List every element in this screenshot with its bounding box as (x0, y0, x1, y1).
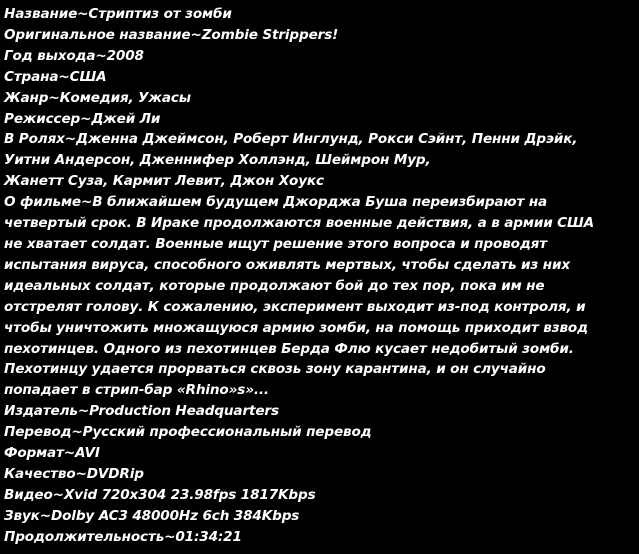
synopsis-line: пехотинцев. Одного из пехотинцев Берда Флю кусает недобитый зомби. (4, 340, 574, 357)
synopsis-line: попадает в стрип-бар «Rhino»s»... (4, 382, 269, 399)
cast-line: Уитни Андерсон, Дженнифер Холлэнд, Шеймрон Мур, (4, 152, 431, 169)
synopsis-line: чтобы уничтожить множащуюся армию зомби, на помощь приходит взвод (4, 319, 588, 336)
synopsis-line: О фильме~В ближайшем будущем Джорджа Буша переизбирают на (4, 194, 548, 211)
release-year-line: Год выхода~2008 (4, 47, 144, 64)
publisher-line: Издатель~Production Headquarters (4, 403, 279, 420)
synopsis-line: идеальных солдат, которые продолжают бой до тех пор, пока им не (4, 277, 545, 294)
movie-info-text (4, 4, 636, 548)
duration-line: Продолжительность~01:34:21 (4, 528, 242, 545)
synopsis-line: испытания вируса, способного оживлять мертвых, чтобы сделать из них (4, 256, 570, 273)
synopsis-line: отстрелят голову. К сожалению, эксперимент выходит из-под контроля, и (4, 298, 586, 315)
video-line: Видео~Xvid 720x304 23.98fps 1817Kbps (4, 486, 316, 503)
cast-line: Жанетт Суза, Кармит Левит, Джон Хоукс (4, 173, 324, 190)
country-line: Страна~США (4, 68, 107, 85)
audio-line: Звук~Dolby AC3 48000Hz 6ch 384Kbps (4, 507, 300, 524)
synopsis-line: не хватает солдат. Военные ищут решение этого вопроса и проводят (4, 235, 547, 252)
synopsis-line: Пехотинцу удается прорваться сквозь зону карантина, и он случайно (4, 361, 546, 378)
director-line: Режиссер~Джей Ли (4, 110, 161, 127)
original-title-line: Оригинальное название~Zombie Strippers! (4, 26, 339, 43)
title-line: Название~Стриптиз от зомби (4, 6, 232, 22)
genre-line: Жанр~Комедия, Ужасы (4, 89, 191, 106)
cast-line: В Ролях~Дженна Джеймсон, Роберт Инглунд, Рокси Сэйнт, Пенни Дрэйк, (4, 131, 578, 148)
synopsis-line: четвертый срок. В Ираке продолжаются военные действия, а в армии США (4, 215, 594, 232)
quality-line: Качество~DVDRip (4, 465, 144, 482)
translation-line: Перевод~Русский профессиональный перевод (4, 424, 372, 441)
format-line: Формат~AVI (4, 445, 100, 462)
